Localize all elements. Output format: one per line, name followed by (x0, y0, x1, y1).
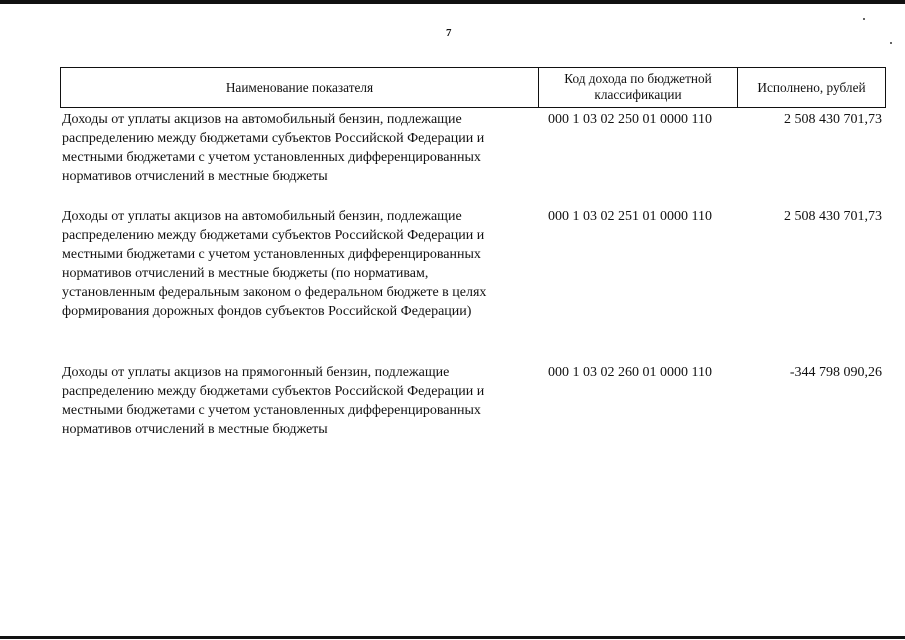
row-indicator-name: Доходы от уплаты акцизов на прямогонный бензин, подлежащие распределению между бюджетами субъектов Российской Федерации и местными бюджетами с учетом установленных дифференцированных нормативов отчислений в местные бюджеты (62, 365, 485, 437)
table-header (60, 67, 886, 108)
row-indicator-name: Доходы от уплаты акцизов на автомобильный бензин, подлежащие распределению между бюджетами субъектов Российской Федерации и местными бюджетами с учетом установленных дифференцированных нормативов отчислений в местные бюджеты (по нормативам, установленным федеральным законом о федеральном бюджете в целях формирования дорожных фондов субъектов Российской Федерации) (62, 209, 487, 319)
page-number: 7 (446, 27, 452, 39)
row-executed-amount: 2 508 430 701,73 (784, 112, 882, 127)
top-border-line (0, 0, 905, 4)
scan-speck (863, 18, 865, 20)
row-executed-amount: 2 508 430 701,73 (784, 209, 882, 224)
row-executed-amount: -344 798 090,26 (789, 365, 882, 380)
row-income-code: 000 1 03 02 251 01 0000 110 (548, 209, 712, 224)
column-header-code: Код дохода по бюджетной классификации (539, 68, 738, 107)
column-header-name: Наименование показателя (61, 68, 539, 107)
row-indicator-name: Доходы от уплаты акцизов на автомобильный бензин, подлежащие распределению между бюджетами субъектов Российской Федерации и местными бюджетами с учетом установленных дифференцированных нормативов отчислений в местные бюджеты (62, 112, 485, 184)
bottom-border-line (0, 636, 905, 639)
row-income-code: 000 1 03 02 260 01 0000 110 (548, 365, 712, 380)
column-header-executed: Исполнено, рублей (757, 79, 866, 95)
row-income-code: 000 1 03 02 250 01 0000 110 (548, 112, 712, 127)
scan-speck (890, 42, 892, 44)
